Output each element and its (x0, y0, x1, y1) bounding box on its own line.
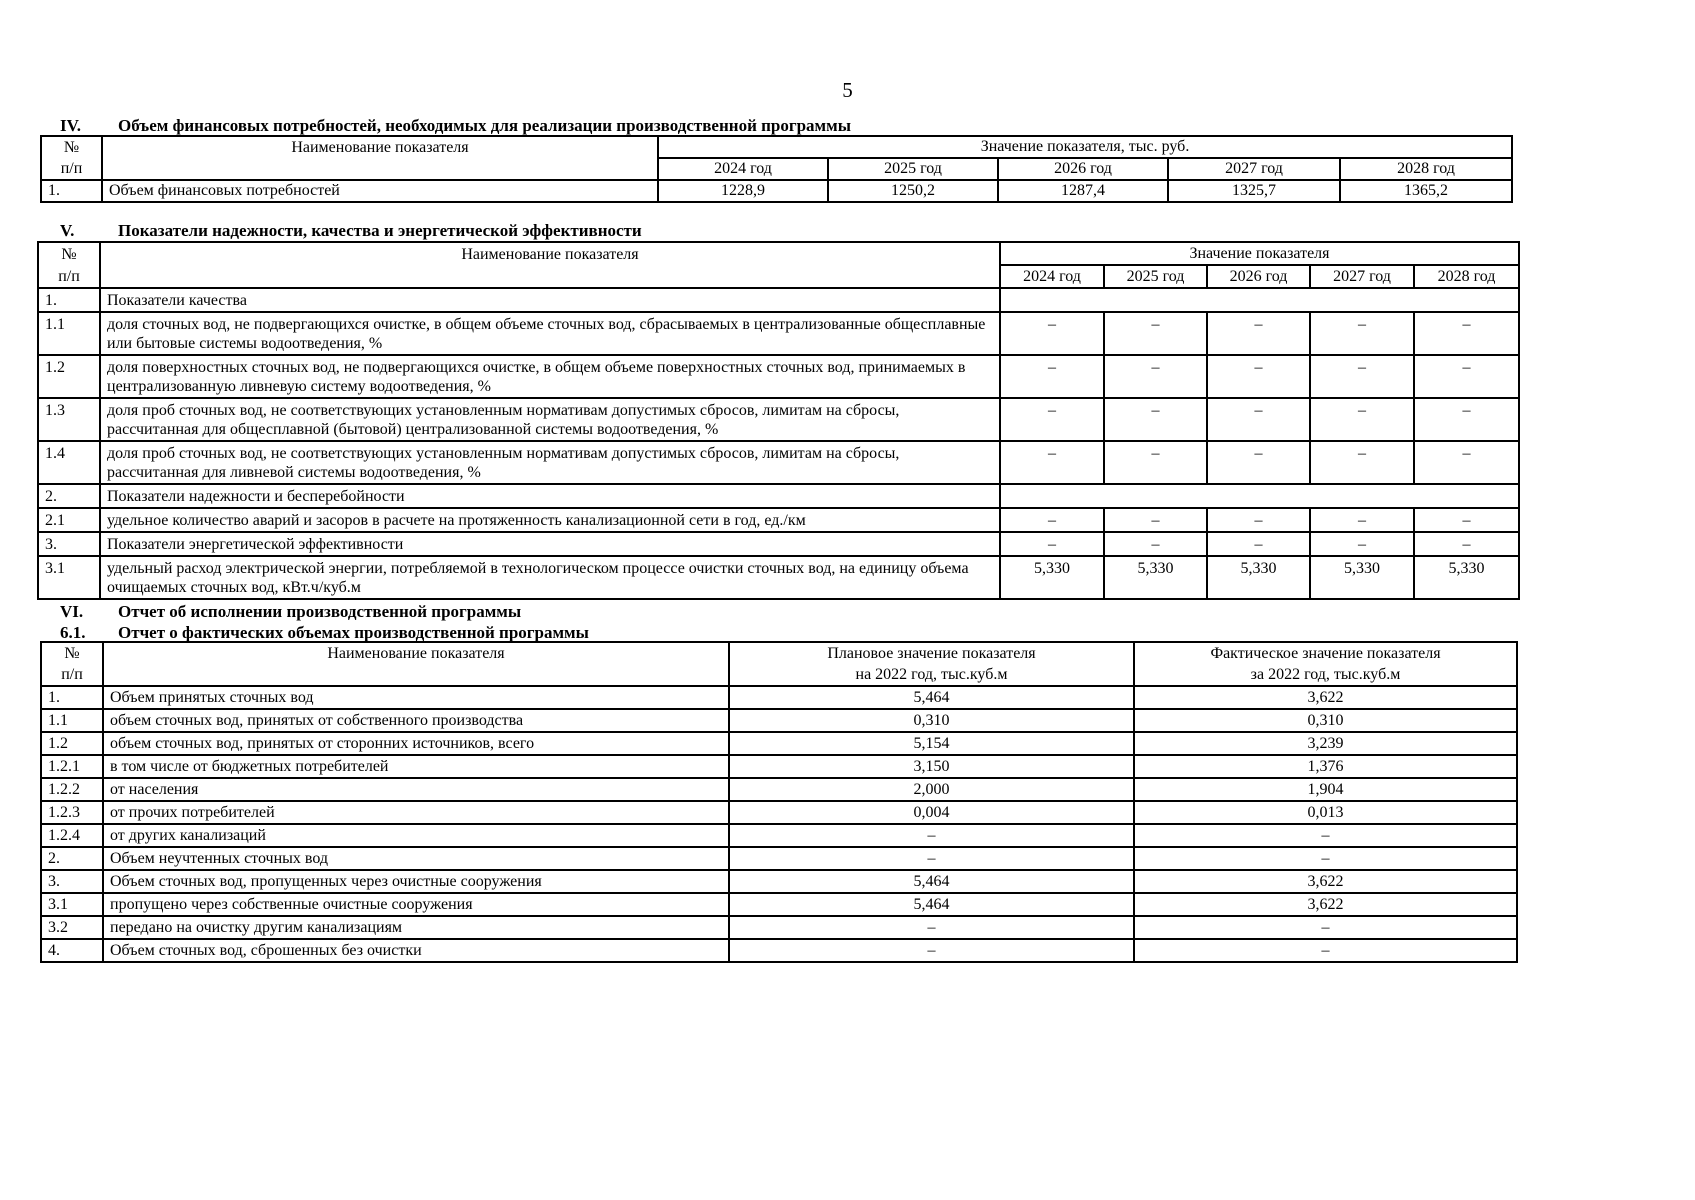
row-fact-value: 3,622 (1134, 893, 1517, 916)
row-value: – (1104, 508, 1207, 532)
row-number: 1.2.3 (41, 801, 103, 824)
section5-header-no2: п/п (38, 265, 100, 288)
row-number: 1. (41, 180, 102, 202)
row-name: доля проб сточных вод, не соответствующих установленным нормативам допустимых сбросов, лимитам на сбросы, рассчитанная для ливневой системы водоотведения, % (100, 441, 1000, 484)
row-name: Объем принятых сточных вод (103, 686, 729, 709)
table-row (38, 288, 1519, 312)
row-name: Объем финансовых потребностей (102, 180, 658, 202)
row-fact-value: 1,904 (1134, 778, 1517, 801)
section4-table (40, 135, 1513, 203)
row-value: – (1104, 532, 1207, 556)
row-value: – (1310, 508, 1414, 532)
table-row (41, 893, 1517, 916)
table-row (41, 939, 1517, 962)
row-number: 1.2 (38, 355, 100, 398)
section5-header-year: 2028 год (1414, 265, 1519, 288)
row-name: Показатели энергетической эффективности (100, 532, 1000, 556)
row-number: 1.1 (38, 312, 100, 355)
section4-header-name: Наименование показателя (102, 136, 658, 158)
row-plan-value: 0,310 (729, 709, 1134, 732)
section4-header-no: № (41, 136, 102, 158)
section4-header-year: 2025 год (828, 158, 998, 180)
row-value: 5,330 (1207, 556, 1310, 599)
table-row (38, 556, 1519, 599)
section4-header-value-group: Значение показателя, тыс. руб. (658, 136, 1512, 158)
section5-header-value-group: Значение показателя (1000, 242, 1519, 265)
section5-header-name: Наименование показателя (100, 242, 1000, 265)
section5-header-year: 2026 год (1207, 265, 1310, 288)
row-number: 1.1 (41, 709, 103, 732)
row-value: – (1310, 398, 1414, 441)
row-value: – (1414, 441, 1519, 484)
section4-number: IV. (60, 116, 81, 135)
row-plan-value: 5,154 (729, 732, 1134, 755)
row-fact-value: 0,310 (1134, 709, 1517, 732)
row-value: 5,330 (1310, 556, 1414, 599)
row-value: – (1414, 355, 1519, 398)
row-name: передано на очистку другим канализациям (103, 916, 729, 939)
row-name: в том числе от бюджетных потребителей (103, 755, 729, 778)
row-number: 3. (41, 870, 103, 893)
row-number: 3.1 (41, 893, 103, 916)
section6-header-fact (1134, 642, 1517, 686)
row-name: удельное количество аварий и засоров в расчете на протяженность канализационной сети в год, ед./км (100, 508, 1000, 532)
row-value: 5,330 (1414, 556, 1519, 599)
row-number: 1.4 (38, 441, 100, 484)
section6-header-plan-line2: на 2022 год, тыс.куб.м (855, 666, 1008, 683)
section6-number: VI. (60, 602, 84, 621)
table-row (41, 709, 1517, 732)
row-value: – (1310, 355, 1414, 398)
row-number: 1. (38, 288, 100, 312)
row-plan-value: 5,464 (729, 686, 1134, 709)
row-value: 1287,4 (998, 180, 1168, 202)
row-name: от прочих потребителей (103, 801, 729, 824)
row-value: – (1104, 312, 1207, 355)
row-value: 1325,7 (1168, 180, 1340, 202)
section5-header-name-cont (100, 265, 1000, 288)
row-value: – (1310, 532, 1414, 556)
row-plan-value: 3,150 (729, 755, 1134, 778)
row-value: – (1414, 532, 1519, 556)
section6-header-name: Наименование показателя (103, 642, 729, 686)
row-value: – (1000, 532, 1104, 556)
page-number: 5 (842, 78, 853, 102)
row-value: – (1000, 398, 1104, 441)
section5-header-year: 2027 год (1310, 265, 1414, 288)
section5-table (37, 241, 1520, 600)
table-row (38, 508, 1519, 532)
section6-subheading (60, 623, 589, 643)
row-value: – (1414, 398, 1519, 441)
row-fact-value: – (1134, 939, 1517, 962)
row-number: 2.1 (38, 508, 100, 532)
row-plan-value: 5,464 (729, 893, 1134, 916)
row-value: – (1104, 355, 1207, 398)
row-value: 5,330 (1000, 556, 1104, 599)
section6-header-no (41, 642, 103, 686)
row-name: доля поверхностных сточных вод, не подвергающихся очистке, в общем объеме поверхностных сточных вод, принимаемых в централизованную ливневую систему водоотведения, % (100, 355, 1000, 398)
table-row (41, 801, 1517, 824)
row-number: 3. (38, 532, 100, 556)
section4-title: Объем финансовых потребностей, необходимых для реализации производственной программы (118, 116, 851, 135)
row-value: – (1000, 441, 1104, 484)
row-value: – (1207, 312, 1310, 355)
row-name: пропущено через собственные очистные сооружения (103, 893, 729, 916)
section4-header-year: 2026 год (998, 158, 1168, 180)
row-value: – (1310, 441, 1414, 484)
row-plan-value: – (729, 824, 1134, 847)
section4-header-name-cont (102, 158, 658, 180)
row-fact-value: 1,376 (1134, 755, 1517, 778)
row-number: 1.2 (41, 732, 103, 755)
row-plan-value: 0,004 (729, 801, 1134, 824)
row-name: удельный расход электрической энергии, потребляемой в технологическом процессе очистки сточных вод, на единицу объема очищаемых сточных вод, кВт.ч/куб.м (100, 556, 1000, 599)
section6-header-fact-line2: за 2022 год, тыс.куб.м (1250, 666, 1401, 683)
row-name: Объем неучтенных сточных вод (103, 847, 729, 870)
row-empty-values (1000, 484, 1519, 508)
section6-sub-number: 6.1. (60, 623, 86, 642)
row-value: – (1207, 355, 1310, 398)
section6-table (40, 641, 1518, 963)
row-value: – (1414, 312, 1519, 355)
row-fact-value: – (1134, 847, 1517, 870)
row-fact-value: 3,622 (1134, 686, 1517, 709)
row-name: от населения (103, 778, 729, 801)
row-plan-value: – (729, 916, 1134, 939)
row-name: объем сточных вод, принятых от сторонних источников, всего (103, 732, 729, 755)
row-plan-value: 5,464 (729, 870, 1134, 893)
table-row (38, 532, 1519, 556)
table-row (41, 686, 1517, 709)
section6-header-plan-line1: Плановое значение показателя (827, 645, 1036, 662)
row-value: – (1310, 312, 1414, 355)
table-row (38, 355, 1519, 398)
table-row (41, 180, 1512, 202)
section4-heading (60, 116, 851, 136)
section6-header-no-line1: № (64, 645, 80, 662)
section6-header-no-line2: п/п (61, 666, 83, 683)
row-name: доля сточных вод, не подвергающихся очистке, в общем объеме сточных вод, сбрасываемых в централизованные общесплавные или бытовые системы водоотведения, % (100, 312, 1000, 355)
row-number: 4. (41, 939, 103, 962)
row-number: 1.2.4 (41, 824, 103, 847)
row-number: 2. (38, 484, 100, 508)
row-value: – (1207, 441, 1310, 484)
row-value: – (1000, 508, 1104, 532)
row-plan-value: 2,000 (729, 778, 1134, 801)
row-value: – (1104, 398, 1207, 441)
section5-header-year: 2025 год (1104, 265, 1207, 288)
section5-header-year: 2024 год (1000, 265, 1104, 288)
table-row (41, 778, 1517, 801)
section4-header-no2: п/п (41, 158, 102, 180)
row-fact-value: 3,239 (1134, 732, 1517, 755)
table-row (41, 916, 1517, 939)
table-row (41, 824, 1517, 847)
row-value: 1250,2 (828, 180, 998, 202)
table-row (38, 398, 1519, 441)
section5-header-no: № (38, 242, 100, 265)
row-number: 1.2.1 (41, 755, 103, 778)
row-value: – (1414, 508, 1519, 532)
row-number: 3.1 (38, 556, 100, 599)
section4-header-year: 2027 год (1168, 158, 1340, 180)
section6-header-plan (729, 642, 1134, 686)
row-fact-value: – (1134, 824, 1517, 847)
row-empty-values (1000, 288, 1519, 312)
section5-title: Показатели надежности, качества и энергетической эффективности (118, 221, 642, 240)
row-value: – (1000, 355, 1104, 398)
row-value: – (1207, 508, 1310, 532)
row-value: 5,330 (1104, 556, 1207, 599)
section5-heading (60, 221, 642, 241)
row-number: 1. (41, 686, 103, 709)
table-row (38, 441, 1519, 484)
row-value: 1228,9 (658, 180, 828, 202)
row-name: объем сточных вод, принятых от собственного производства (103, 709, 729, 732)
row-number: 3.2 (41, 916, 103, 939)
row-name: Показатели качества (100, 288, 1000, 312)
table-row (41, 755, 1517, 778)
row-plan-value: – (729, 847, 1134, 870)
row-name: Показатели надежности и бесперебойности (100, 484, 1000, 508)
section4-header-year: 2028 год (1340, 158, 1512, 180)
table-row (41, 847, 1517, 870)
row-number: 1.2.2 (41, 778, 103, 801)
row-name: от других канализаций (103, 824, 729, 847)
row-number: 1.3 (38, 398, 100, 441)
section6-sub-title: Отчет о фактических объемах производственной программы (118, 623, 589, 642)
section5-number: V. (60, 221, 75, 240)
table-row (41, 870, 1517, 893)
table-row (38, 312, 1519, 355)
section6-header-fact-line1: Фактическое значение показателя (1210, 645, 1441, 662)
section6-heading (60, 602, 521, 622)
row-value: – (1207, 398, 1310, 441)
row-value: 1365,2 (1340, 180, 1512, 202)
row-fact-value: 0,013 (1134, 801, 1517, 824)
row-value: – (1104, 441, 1207, 484)
row-name: доля проб сточных вод, не соответствующих установленным нормативам допустимых сбросов, лимитам на сбросы, рассчитанная для общесплавной (бытовой) централизованной системы водоотведения, % (100, 398, 1000, 441)
row-value: – (1207, 532, 1310, 556)
table-row (41, 732, 1517, 755)
row-fact-value: – (1134, 916, 1517, 939)
row-number: 2. (41, 847, 103, 870)
row-value: – (1000, 312, 1104, 355)
table-row (38, 484, 1519, 508)
row-name: Объем сточных вод, пропущенных через очистные сооружения (103, 870, 729, 893)
row-fact-value: 3,622 (1134, 870, 1517, 893)
section4-header-year: 2024 год (658, 158, 828, 180)
row-name: Объем сточных вод, сброшенных без очистки (103, 939, 729, 962)
section6-title: Отчет об исполнении производственной программы (118, 602, 522, 621)
row-plan-value: – (729, 939, 1134, 962)
